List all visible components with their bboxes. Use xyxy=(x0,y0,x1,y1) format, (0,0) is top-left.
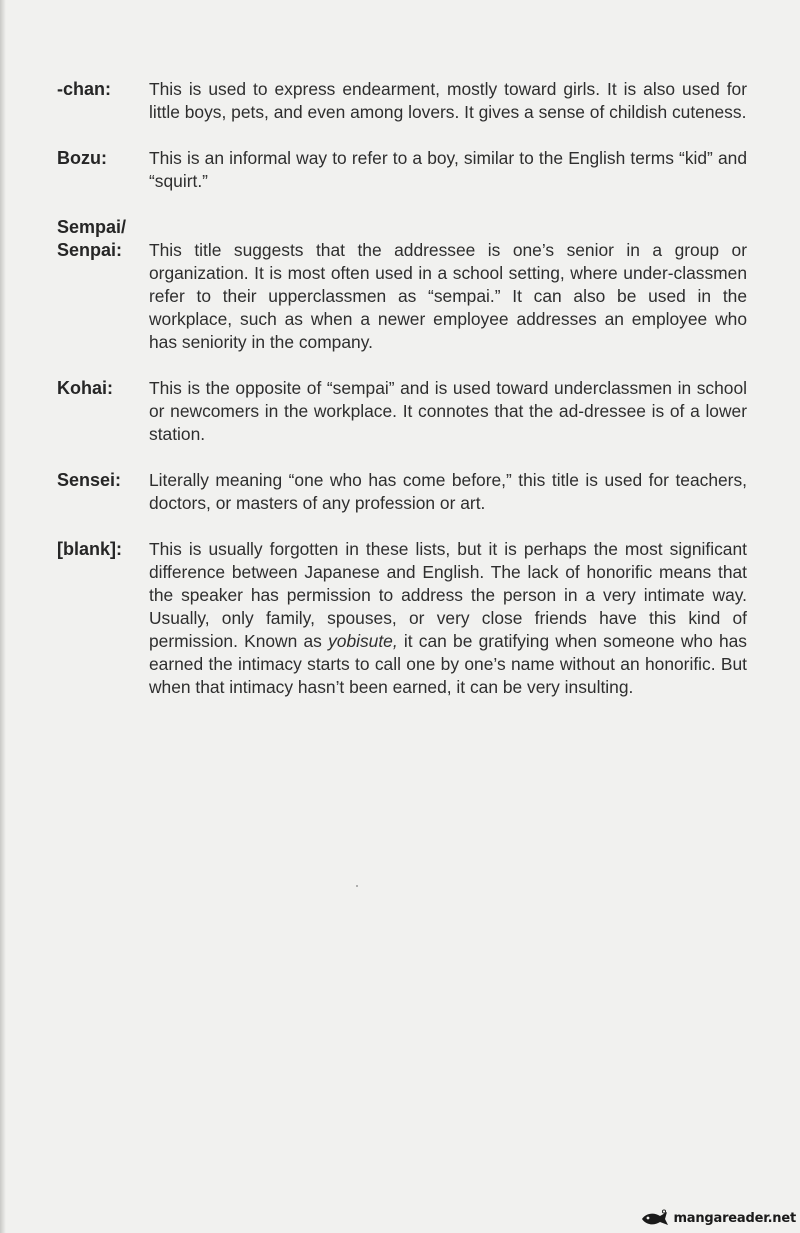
glossary-entry-bozu xyxy=(57,147,747,193)
watermark-link[interactable] xyxy=(640,1209,796,1227)
glossary-entry-senpai xyxy=(57,239,747,354)
glossary-entry-kohai xyxy=(57,377,747,446)
glossary-term: Kohai: xyxy=(57,378,113,398)
glossary-term: Sensei: xyxy=(57,470,122,490)
glossary-definition: This is the opposite of “sempai” and is used toward underclassmen in school or newcomers in the workplace. It connotes that the ad-dressee is of a lower station. xyxy=(149,378,747,444)
glossary-entry-chan xyxy=(57,78,747,124)
glossary-term: -chan: xyxy=(57,79,111,99)
definition-text: This is usually forgotten in these lists, but it is perhaps the most significant difference between Japanese and English. The lack of honorific means that the speaker has permission to address the person in a very intimate way. Usually, only family, spouses, or very close friends have this kind of permission. Known as xyxy=(149,539,747,651)
glossary-definition xyxy=(149,538,747,699)
definition-text: it can be gratifying when someone who has earned the intimacy starts to call one by one’s name without an honorific. But when that intimacy hasn’t been earned, it can be very insulting. xyxy=(149,631,748,697)
watermark-text: mangareader.net xyxy=(673,1210,796,1226)
glossary-definition: This title suggests that the addressee is one’s senior in a group or organization. It is most often used in a school setting, where under-classmen refer to their upperclassmen as “sempai.” It can also be used in the workplace, such as when a newer employee addresses an employee who has seniority in the company. xyxy=(149,240,747,352)
glossary-term: Bozu: xyxy=(57,148,107,168)
glossary-term: Senpai: xyxy=(57,240,123,260)
glossary-term-line1: Sempai/ xyxy=(57,217,127,237)
gutter-shadow xyxy=(0,0,6,1233)
glossary-definition: This is an informal way to refer to a boy, similar to the English terms “kid” and “squirt.” xyxy=(149,148,747,191)
glossary-definition: Literally meaning “one who has come before,” this title is used for teachers, doctors, or masters of any profession or art. xyxy=(149,470,747,513)
fish-logo-icon xyxy=(640,1209,670,1227)
glossary-entry-blank xyxy=(57,538,747,699)
glossary-definition: This is used to express endearment, mostly toward girls. It is also used for little boys, pets, and even among lovers. It gives a sense of childish cuteness. xyxy=(149,79,747,122)
honorifics-glossary xyxy=(57,78,747,722)
glossary-term: [blank]: xyxy=(57,539,122,559)
definition-italic-term: yobisute, xyxy=(328,631,398,651)
print-speck xyxy=(356,885,358,887)
glossary-entry-sensei xyxy=(57,469,747,515)
